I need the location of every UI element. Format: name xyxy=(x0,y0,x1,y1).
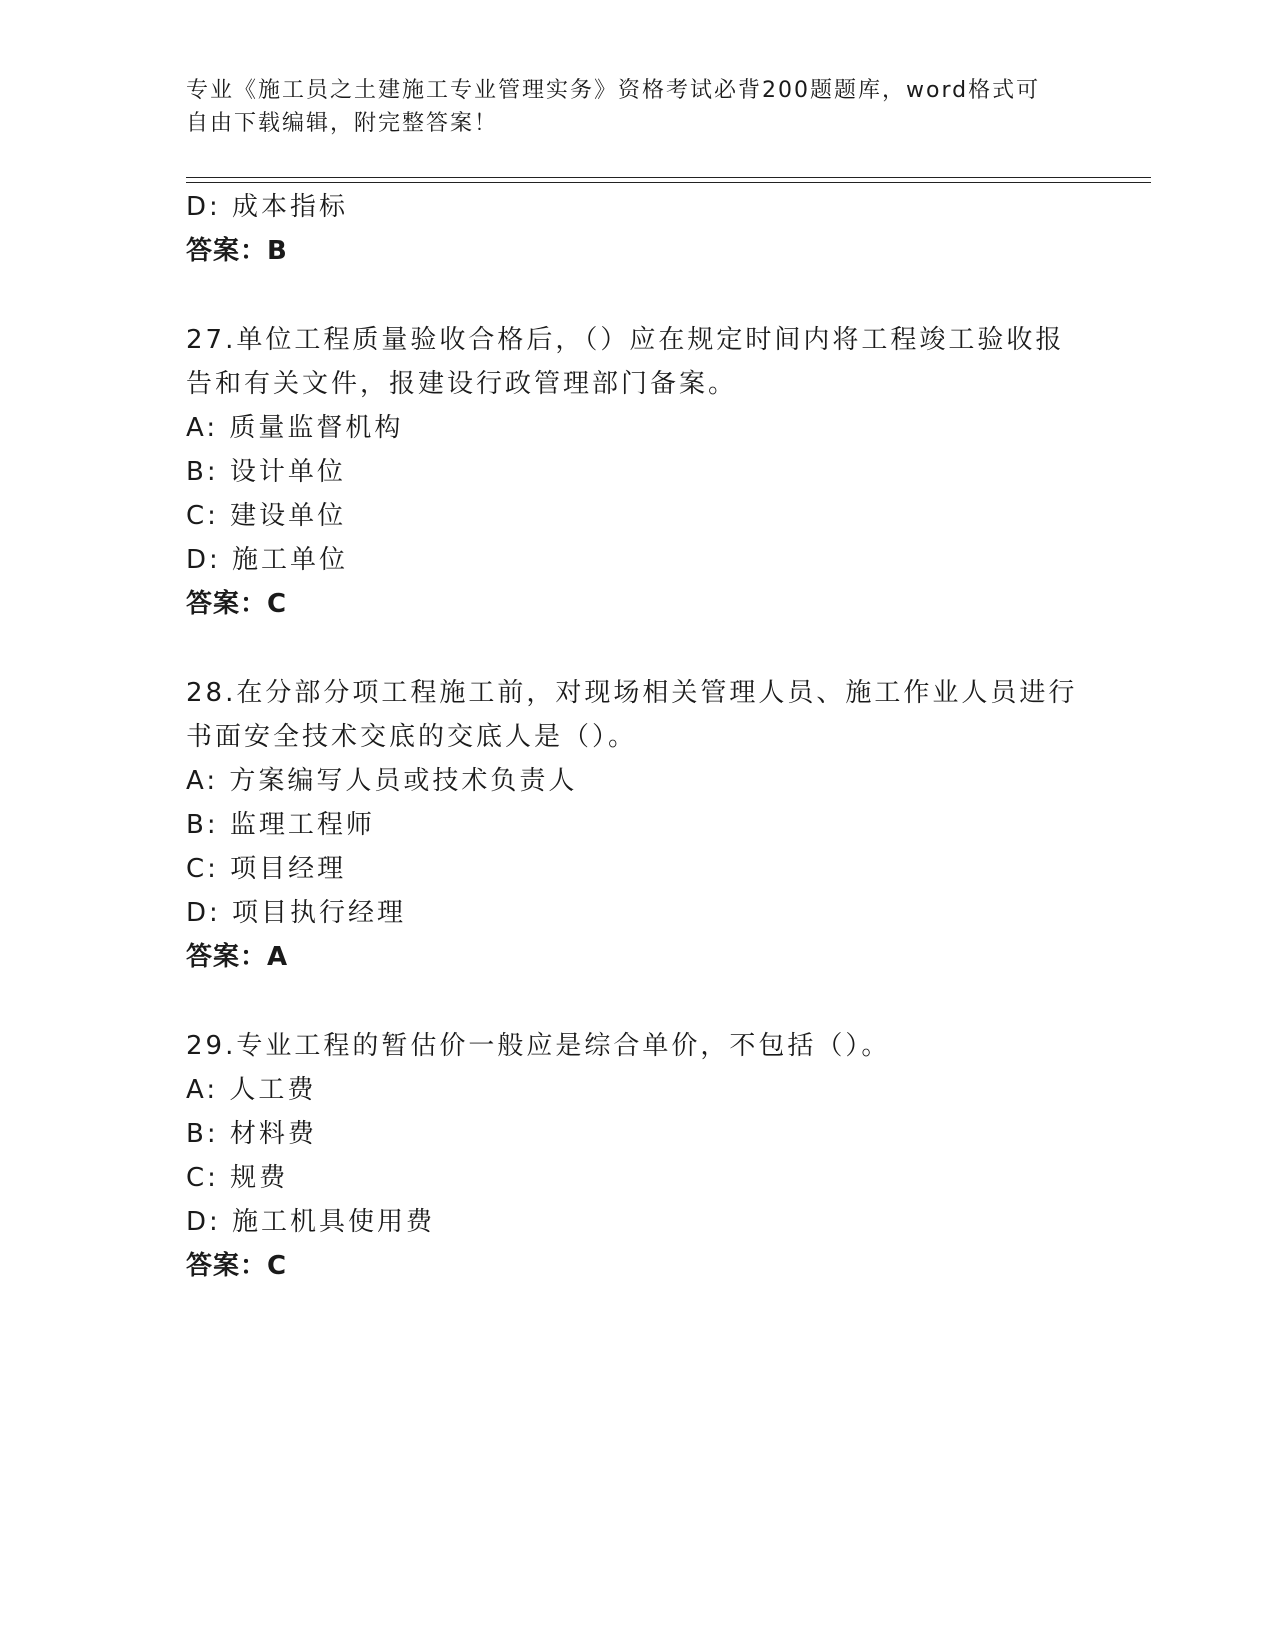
question-29-option-a: A: 人工费 xyxy=(186,1075,317,1105)
question-27-stem-line-1: 27.单位工程质量验收合格后，（）应在规定时间内将工程竣工验收报 xyxy=(186,325,1065,355)
question-29-option-c: C: 规费 xyxy=(186,1163,289,1193)
header-divider-top xyxy=(186,177,1151,178)
document-header xyxy=(186,74,1066,140)
question-27-option-d: D: 施工单位 xyxy=(186,545,349,575)
question-28-stem-line-1: 28.在分部分项工程施工前，对现场相关管理人员、施工作业人员进行 xyxy=(186,678,1078,708)
question-27-stem-line-2: 告和有关文件，报建设行政管理部门备案。 xyxy=(186,369,738,399)
question-28-option-a: A: 方案编写人员或技术负责人 xyxy=(186,766,578,796)
header-title-line-2: 自由下载编辑，附完整答案！ xyxy=(186,111,499,136)
question-27-answer: 答案：C xyxy=(186,589,288,619)
question-29-option-b: B: 材料费 xyxy=(186,1119,317,1149)
prev-question-option-d: D: 成本指标 xyxy=(186,192,349,222)
question-27-option-c: C: 建设单位 xyxy=(186,501,347,531)
question-29-option-d: D: 施工机具使用费 xyxy=(186,1207,436,1237)
question-28-stem-line-2: 书面安全技术交底的交底人是（）。 xyxy=(186,722,638,752)
question-29-stem-line-1: 29.专业工程的暂估价一般应是综合单价，不包括（）。 xyxy=(186,1031,891,1061)
question-27-option-b: B: 设计单位 xyxy=(186,457,346,487)
question-28-answer: 答案：A xyxy=(186,942,289,972)
question-28-option-c: C: 项目经理 xyxy=(186,854,347,884)
question-27-option-a: A: 质量监督机构 xyxy=(186,413,404,443)
header-divider-bottom xyxy=(186,182,1151,183)
prev-question-answer: 答案：B xyxy=(186,236,288,266)
question-28-option-d: D: 项目执行经理 xyxy=(186,898,407,928)
question-29-answer: 答案：C xyxy=(186,1251,288,1281)
question-28-option-b: B: 监理工程师 xyxy=(186,810,375,840)
header-title-line-1: 专业《施工员之土建施工专业管理实务》资格考试必背200题题库，word格式可 xyxy=(186,78,1041,103)
